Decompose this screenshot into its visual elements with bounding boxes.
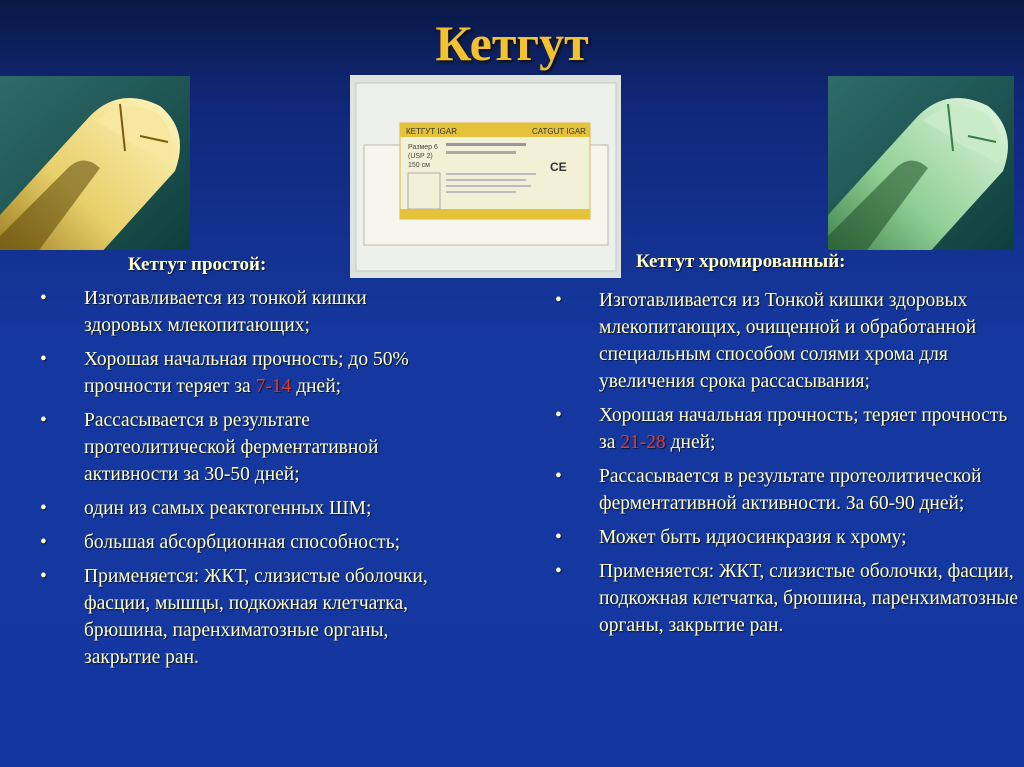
chromic-catgut-image [828, 76, 1014, 250]
list-item: • Изготавливается из Тонкой кишки здоровых млекопитающих, очищенной и обработанной специальным способом солями хрома для увеличения срока рассасывания; [555, 287, 1020, 395]
bullet-icon: • [555, 405, 562, 426]
plain-catgut-heading: Кетгут простой: [128, 254, 267, 275]
highlight-duration: 7-14 [255, 376, 292, 397]
chromic-catgut-list [555, 287, 1020, 646]
package-brand-left: КЕТГУТ IGAR [406, 127, 457, 136]
catgut-package-image [350, 75, 621, 278]
package-size-line-2: (USP 2) [408, 153, 433, 160]
bullet-icon: • [40, 498, 47, 519]
plain-catgut-image [0, 76, 190, 250]
package-ce-mark: CE [550, 160, 567, 174]
package-size-line-1: Размер 6 [408, 144, 438, 151]
bullet-icon: • [40, 532, 47, 553]
slide-title: Кетгут [435, 15, 589, 71]
list-item: • Рассасывается в результате протеолитической ферментативной активности за 30-50 дней; [40, 407, 450, 488]
list-item: • Изготавливается из тонкой кишки здоровых млекопитающих; [40, 285, 450, 339]
chromic-catgut-heading: Кетгут хромированный: [636, 251, 846, 272]
bullet-icon: • [40, 288, 47, 309]
list-item: • Применяется: ЖКТ, слизистые оболочки, фасции, подкожная клетчатка, брюшина, паренхиматозные органы, закрытие ран. [555, 558, 1020, 639]
bullet-icon: • [555, 561, 562, 582]
list-item: • Применяется: ЖКТ, слизистые оболочки, фасции, мышцы, подкожная клетчатка, брюшина, паренхиматозные органы, закрытие ран. [40, 563, 450, 671]
highlight-duration: 21-28 [620, 432, 666, 453]
list-item: • один из самых реактогенных ШМ; [40, 495, 450, 522]
plain-catgut-list [40, 285, 450, 678]
bullet-icon: • [555, 466, 562, 487]
list-item: • Хорошая начальная прочность; до 50% прочности теряет за 7-14 дней; [40, 346, 450, 400]
bullet-icon: • [555, 290, 562, 311]
bullet-icon: • [40, 566, 47, 587]
package-brand-right: CATGUT IGAR [532, 127, 586, 136]
list-item: • Хорошая начальная прочность; теряет прочность за 21-28 дней; [555, 402, 1020, 456]
list-item: • Рассасывается в результате протеолитической ферментативной активности. За 60-90 дней; [555, 463, 1020, 517]
bullet-icon: • [40, 410, 47, 431]
list-item: • Может быть идиосинкразия к хрому; [555, 524, 1020, 551]
list-item: • большая абсорбционная способность; [40, 529, 450, 556]
package-size-line-3: 150 см [408, 162, 430, 169]
bullet-icon: • [40, 349, 47, 370]
bullet-icon: • [555, 527, 562, 548]
